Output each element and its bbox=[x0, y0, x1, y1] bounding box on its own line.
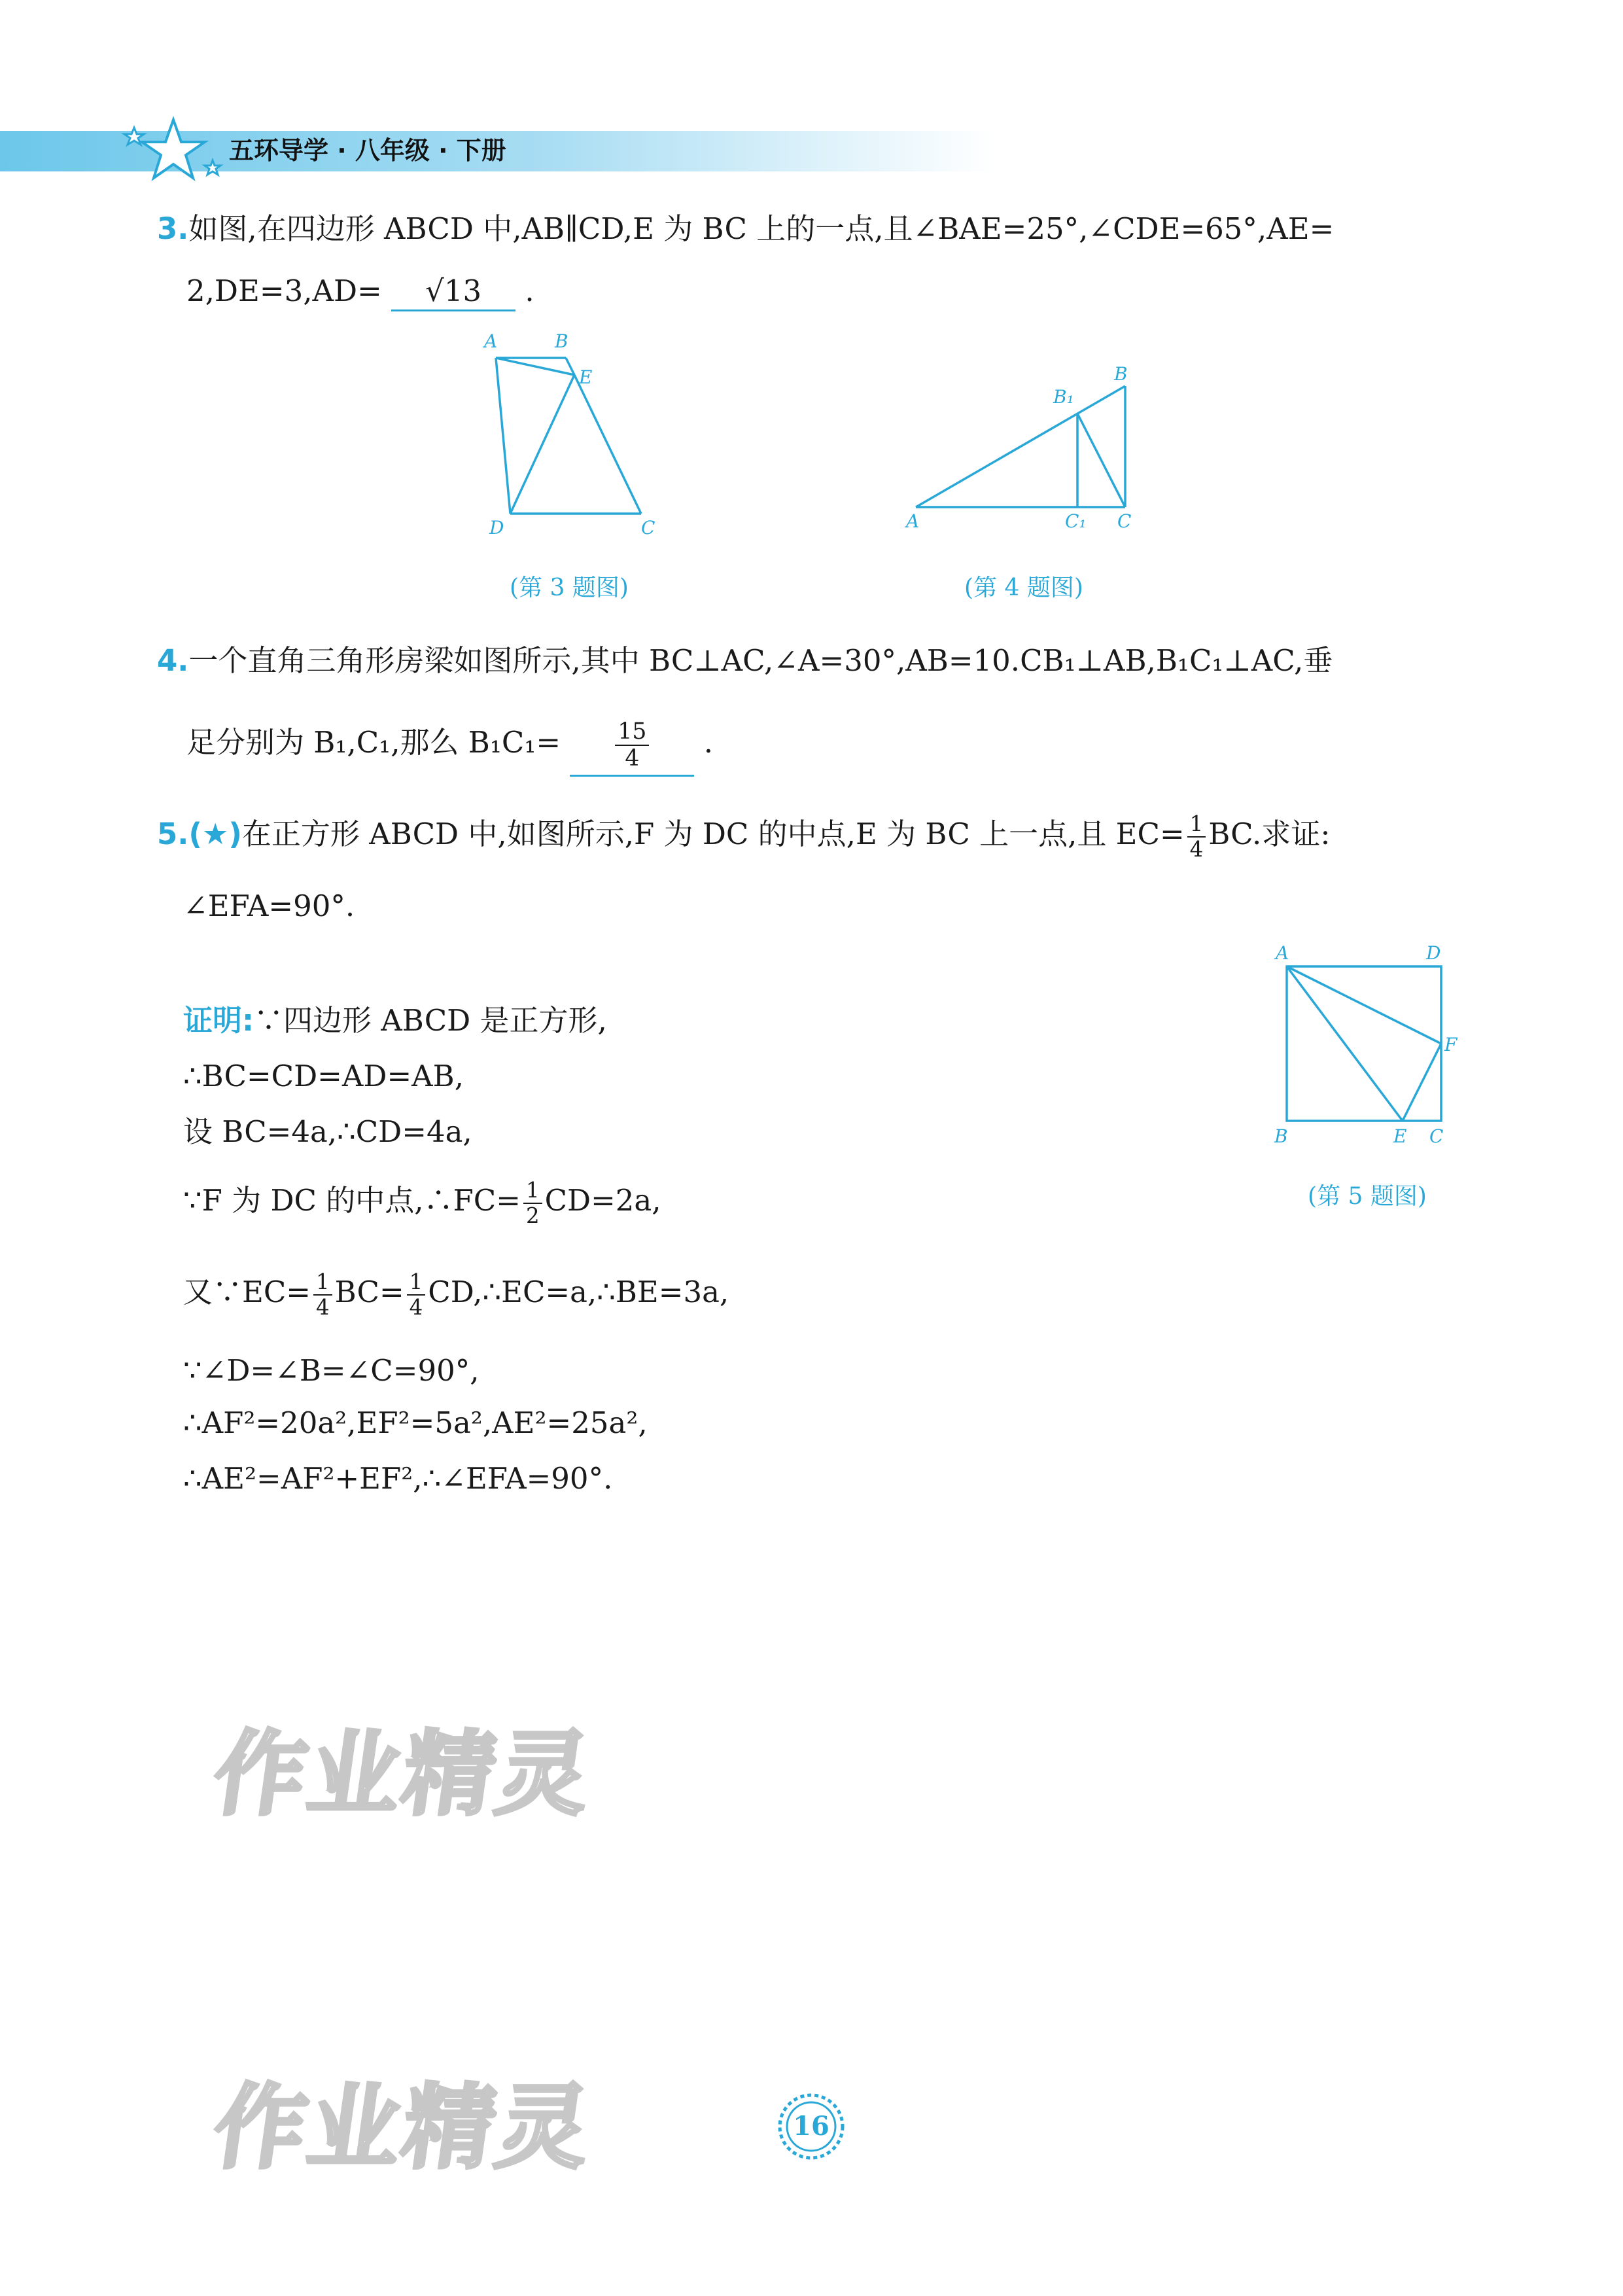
figure-4 bbox=[909, 370, 1145, 520]
watermark-1: 作业精灵 bbox=[207, 1722, 599, 1828]
fig3-seg-de bbox=[510, 375, 574, 514]
fig5-seg-ef bbox=[1403, 1044, 1441, 1121]
proof-line8: ∴AE²=AF²+EF²,∴∠EFA=90°. bbox=[183, 1461, 613, 1496]
fig4-label-c1: C₁ bbox=[1065, 510, 1087, 532]
fig3-label-b: B bbox=[555, 330, 568, 352]
fig5-square bbox=[1287, 966, 1441, 1121]
q3-period: . bbox=[525, 274, 534, 308]
fig5-label-f: F bbox=[1444, 1034, 1457, 1055]
proof-line7: ∴AF²=20a²,EF²=5a²,AE²=25a², bbox=[183, 1405, 648, 1440]
q3-text-2: 2,DE=3,AD= bbox=[186, 274, 382, 308]
fig4-label-b1: B₁ bbox=[1053, 386, 1074, 408]
q5-text-2: ∠EFA=90°. bbox=[183, 889, 355, 923]
fig5-seg-ae bbox=[1287, 966, 1403, 1121]
proof-text-1: ∵四边形 ABCD 是正方形, bbox=[254, 1003, 607, 1038]
fig5-caption: (第 5 题图) bbox=[1308, 1183, 1427, 1210]
proof-label: 证明: bbox=[183, 1003, 254, 1038]
q4-answer-numerator: 15 bbox=[615, 719, 649, 746]
q3-number: 3. bbox=[157, 211, 189, 246]
star-logo-icon bbox=[121, 115, 226, 186]
fig3-side-ad bbox=[496, 358, 510, 514]
fig3-side-ec bbox=[574, 375, 641, 514]
figure-5 bbox=[1279, 959, 1449, 1129]
q5-line1 bbox=[157, 811, 1330, 861]
fig3-label-e: E bbox=[579, 366, 593, 388]
proof-l5-frac1-den: 4 bbox=[316, 1294, 330, 1320]
q5-frac-numerator: 1 bbox=[1187, 812, 1206, 837]
fig4-label-a: A bbox=[906, 510, 920, 532]
fig3-label-c: C bbox=[641, 517, 655, 539]
fig4-label-b: B bbox=[1114, 363, 1128, 385]
page-number: 16 bbox=[793, 2111, 829, 2142]
proof-text-4a: ∵F 为 DC 的中点,∴FC= bbox=[183, 1183, 521, 1218]
proof-l4-frac-num: 1 bbox=[523, 1178, 542, 1203]
q3-answer-blank: √13 bbox=[391, 273, 515, 311]
q5-number: 5. bbox=[157, 817, 189, 851]
proof-line6: ∵∠D=∠B=∠C=90°, bbox=[183, 1353, 480, 1388]
q4-period: . bbox=[703, 725, 714, 760]
watermark-2: 作业精灵 bbox=[207, 2075, 599, 2181]
q4-line1 bbox=[157, 641, 1333, 680]
fig5-label-a: A bbox=[1276, 942, 1289, 964]
fig5-label-e: E bbox=[1393, 1125, 1407, 1147]
header-title: 五环导学 · 八年级 · 下册 bbox=[229, 136, 506, 165]
proof-text-4b: CD=2a, bbox=[544, 1183, 661, 1218]
proof-text-5b: BC= bbox=[334, 1275, 404, 1309]
proof-line4 bbox=[183, 1171, 661, 1230]
fig5-label-b: B bbox=[1274, 1125, 1288, 1147]
fig3-caption: (第 3 题图) bbox=[510, 574, 629, 601]
q4-text: 一个直角三角形房梁如图所示,其中 BC⊥AC,∠A=30°,AB=10.CB₁⊥AB,B₁C₁⊥AC,垂 bbox=[188, 643, 1333, 678]
q3-line1 bbox=[157, 209, 1334, 249]
q4-line2 bbox=[186, 707, 713, 779]
fig4-caption: (第 4 题图) bbox=[964, 574, 1083, 601]
fig4-seg-cb1 bbox=[1077, 414, 1125, 507]
fig3-seg-ae bbox=[496, 358, 574, 375]
proof-line2: ∴BC=CD=AD=AB, bbox=[183, 1059, 464, 1093]
proof-line5 bbox=[183, 1263, 729, 1322]
fig3-label-d: D bbox=[489, 517, 504, 539]
proof-line3: 设 BC=4a,∴CD=4a, bbox=[183, 1114, 472, 1149]
q3-text: 如图,在四边形 ABCD 中,AB∥CD,E 为 BC 上的一点,且∠BAE=25°,∠CDE=65°,AE= bbox=[188, 211, 1335, 246]
q4-answer-blank bbox=[570, 719, 694, 777]
fig5-label-c: C bbox=[1429, 1125, 1444, 1147]
fig4-label-c: C bbox=[1117, 510, 1132, 532]
proof-line1 bbox=[183, 1001, 607, 1040]
q4-text-2: 足分别为 B₁,C₁,那么 B₁C₁= bbox=[186, 725, 561, 760]
figure-3 bbox=[484, 344, 667, 527]
proof-l5-frac2-den: 4 bbox=[409, 1294, 423, 1320]
q5-frac-denominator: 4 bbox=[1189, 836, 1204, 862]
fig5-seg-af bbox=[1287, 966, 1441, 1044]
q3-line2 bbox=[186, 272, 534, 311]
q5-text: 在正方形 ABCD 中,如图所示,F 为 DC 的中点,E 为 BC 上一点,且 EC= bbox=[241, 817, 1185, 851]
fig3-label-a: A bbox=[484, 330, 498, 352]
proof-text-5c: CD,∴EC=a,∴BE=3a, bbox=[428, 1275, 729, 1309]
proof-l4-frac-den: 2 bbox=[525, 1203, 540, 1228]
proof-l5-frac2-num: 1 bbox=[407, 1270, 426, 1295]
q5-text-b: BC.求证: bbox=[1208, 817, 1331, 851]
fig5-label-d: D bbox=[1426, 942, 1441, 964]
small-star-icon-2 bbox=[205, 160, 220, 175]
q4-number: 4. bbox=[157, 643, 189, 678]
q5-star-badge: (★) bbox=[188, 817, 242, 851]
q4-answer-denominator: 4 bbox=[625, 745, 640, 771]
big-star-icon bbox=[142, 120, 205, 178]
q5-line2 bbox=[183, 887, 355, 926]
proof-text-5a: 又∵EC= bbox=[183, 1275, 311, 1309]
proof-l5-frac1-num: 1 bbox=[313, 1270, 332, 1295]
